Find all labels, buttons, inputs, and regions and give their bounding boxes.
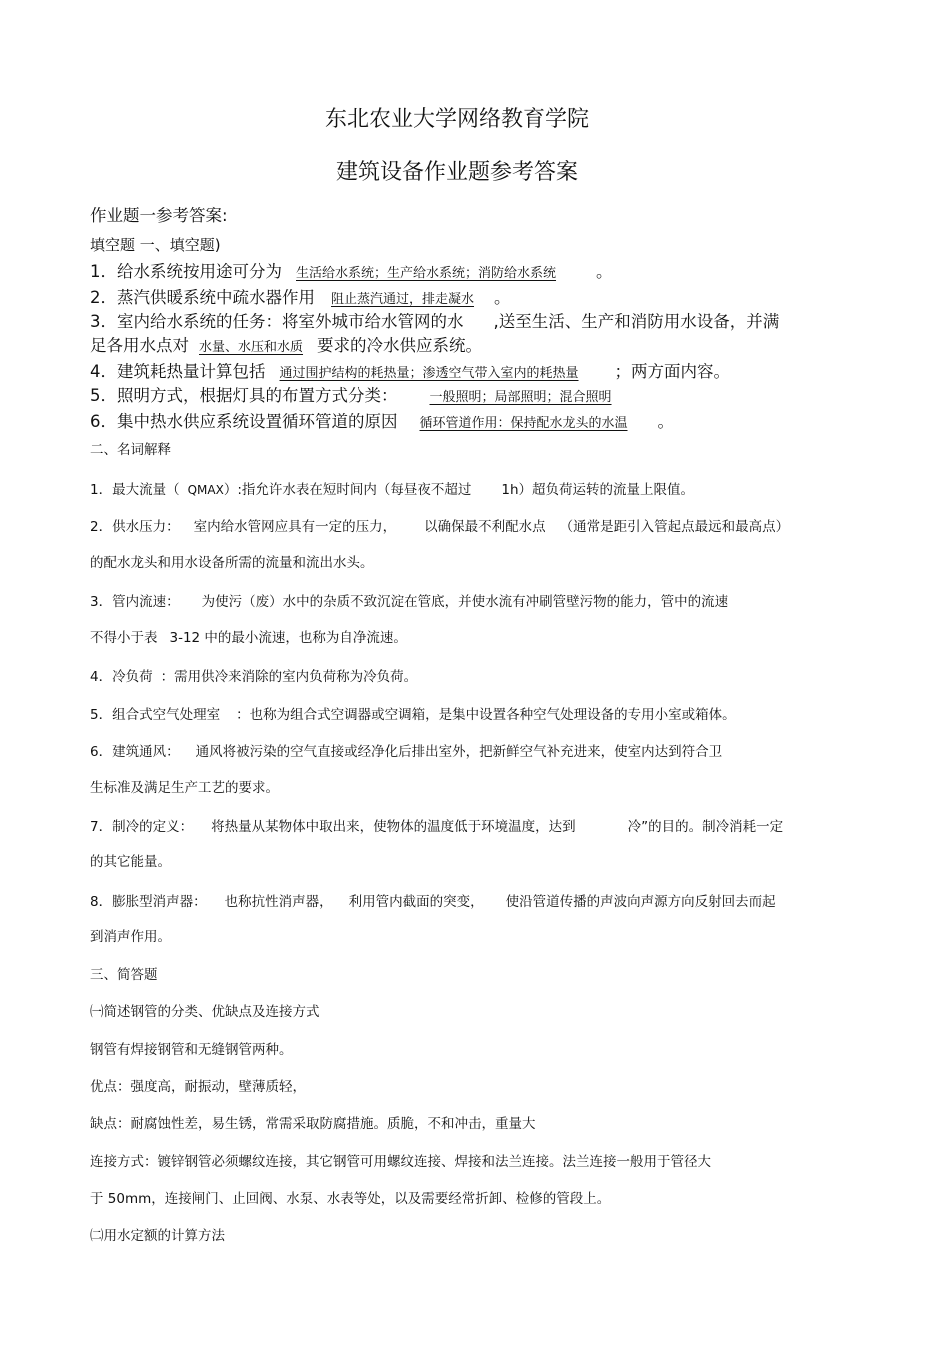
fill-q3-text-c: 足各用水点对: [90, 336, 189, 355]
fill-q3-text-a: 3．室内给水系统的任务：将室外城市给水管网的水: [90, 312, 464, 331]
fill-q1-text: 1．给水系统按用途可分为: [90, 262, 282, 281]
fill-q4: [90, 358, 730, 382]
term-1-d: 1h）超负荷运转的流量上限值。: [501, 482, 695, 498]
fill-q3-text-b: ,送至生活、生产和消防用水设备，并满: [493, 312, 780, 331]
term-2-line2: 的配水龙头和用水设备所需的流量和流出水头。: [90, 555, 374, 571]
term-1-symbol: QMAX: [187, 483, 224, 497]
fill-q6-text: 6．集中热水供应系统设置循环管道的原因: [90, 412, 398, 431]
fill-q4-text: 4．建筑耗热量计算包括: [90, 362, 266, 381]
term-1-a: 1．最大流量（: [90, 482, 180, 498]
fill-q6-end: 。: [657, 412, 675, 431]
term-7-line2: 的其它能量。: [90, 854, 171, 870]
term-2-line1: [90, 515, 789, 535]
fill-q1-end: 。: [596, 262, 613, 281]
fill-q2-end: 。: [494, 288, 511, 307]
term-7-b: 将热量从某物体中取出来，使物体的温度低于环境温度，达到: [211, 819, 576, 835]
short-q1-line4: 连接方式：镀锌钢管必须螺纹连接，其它钢管可用螺纹连接、焊接和法兰连接。法兰连接一般用于管径大: [90, 1154, 711, 1170]
term-8-line1: [90, 890, 776, 910]
term-3-line2: [90, 626, 407, 646]
term-1: [90, 478, 694, 498]
fill-blank-heading: 填空题 一、填空题): [90, 236, 221, 254]
fill-q3-line1: [90, 308, 779, 332]
document-title-institution: 东北农业大学网络教育学院: [324, 107, 589, 132]
fill-q6: [90, 408, 674, 432]
term-8-a: 8．膨胀型消声器：: [90, 894, 207, 910]
fill-q5: [90, 382, 612, 406]
term-6-line2: 生标准及满足生产工艺的要求。: [90, 780, 279, 796]
term-2-a: 2．供水压力：: [90, 519, 180, 535]
term-8-c: 利用管内截面的突变，: [348, 894, 484, 910]
term-4-b: ：需用供冷来消除的室内负荷称为冷负荷。: [160, 669, 418, 685]
term-5-a: 5．组合式空气处理室: [90, 707, 221, 723]
term-3-line1: [90, 590, 728, 610]
short-q1-title: ㈠简述钢管的分类、优缺点及连接方式: [90, 1004, 320, 1020]
term-7-c: 冷”的目的。制冷消耗一定: [627, 819, 784, 835]
term-5: [90, 703, 736, 723]
term-2-b: 室内给水管网应具有一定的压力，: [193, 519, 397, 535]
term-5-b: ：也称为组合式空调器或空调箱，是集中设置各种空气处理设备的专用小室或箱体。: [236, 707, 736, 723]
fill-q5-text: 5．照明方式，根据灯具的布置方式分类：: [90, 386, 398, 405]
short-q1-line5: 于 50mm，连接闸门、止回阀、水泵、水表等处，以及需要经常折卸、检修的管段上。: [90, 1191, 611, 1207]
term-7-a: 7．制冷的定义：: [90, 819, 194, 835]
term-7-line1: [90, 815, 783, 835]
term-3-b: 为使污（废）水中的杂质不致沉淀在管底，并使水流有冲刷管壁污物的能力，管中的流速: [201, 594, 729, 610]
term-8-b: 也称抗性消声器，: [224, 894, 333, 910]
short-q2-title: ㈡用水定额的计算方法: [90, 1228, 225, 1244]
short-q1-line1: 钢管有焊接钢管和无缝钢管两种。: [90, 1042, 293, 1058]
term-6-a: 6．建筑通风：: [90, 744, 180, 760]
term-2-c: 以确保最不利配水点: [424, 519, 546, 535]
term-4-a: 4．冷负荷: [90, 669, 153, 685]
term-4: [90, 665, 417, 685]
term-8-d: 使沿管道传播的声波向声源方向反射回去而起: [505, 894, 776, 910]
term-6-line1: [90, 740, 722, 760]
document-title-answers: 建筑设备作业题参考答案: [335, 160, 578, 185]
fill-q3-text-d: 要求的冷水供应系统。: [317, 336, 483, 355]
term-8-line2: 到消声作用。: [90, 929, 171, 945]
terms-heading: 二、名词解释: [90, 442, 171, 458]
term-6-b: 通风将被污染的空气直接或经净化后排出室外，把新鲜空气补充进来，使室内达到符合卫: [195, 744, 723, 760]
fill-q2-answer: 阻止蒸汽通过，排走凝水: [331, 292, 475, 307]
term-1-c: ）:指允许水表在短时间内（每昼夜不超过: [223, 482, 472, 498]
fill-q6-answer: 循环管道作用：保持配水龙头的水温: [419, 416, 628, 431]
fill-q3-line2: [90, 332, 482, 356]
fill-q2: [90, 284, 511, 308]
short-q1-line3: 缺点：耐腐蚀性差，易生锈，常需采取防腐措施。质脆，不和冲击，重量大: [90, 1116, 536, 1132]
section-heading: 作业题一参考答案:: [90, 206, 228, 225]
fill-q4-end: ；两方面内容。: [614, 362, 731, 381]
short-q1-line2: 优点：强度高，耐振动，壁薄质轻，: [90, 1079, 306, 1095]
short-answer-heading: 三、简答题: [90, 967, 158, 983]
term-3-c: 不得小于表: [90, 630, 158, 646]
fill-q2-text: 2．蒸汽供暖系统中疏水器作用: [90, 288, 315, 307]
fill-q1: [90, 258, 613, 282]
fill-q4-answer: 通过围护结构的耗热量；渗透空气带入室内的耗热量: [279, 366, 579, 381]
term-3-a: 3．管内流速：: [90, 594, 180, 610]
fill-q5-answer: 一般照明；局部照明；混合照明: [429, 390, 612, 405]
fill-q1-answer: 生活给水系统；生产给水系统；消防给水系统: [296, 266, 557, 281]
fill-q3-answer: 水量、水压和水质: [199, 340, 304, 355]
term-2-d: （通常是距引入管起点最远和最高点）: [559, 519, 790, 535]
term-3-d: 3-12 中的最小流速，也称为自净流速。: [169, 630, 407, 646]
